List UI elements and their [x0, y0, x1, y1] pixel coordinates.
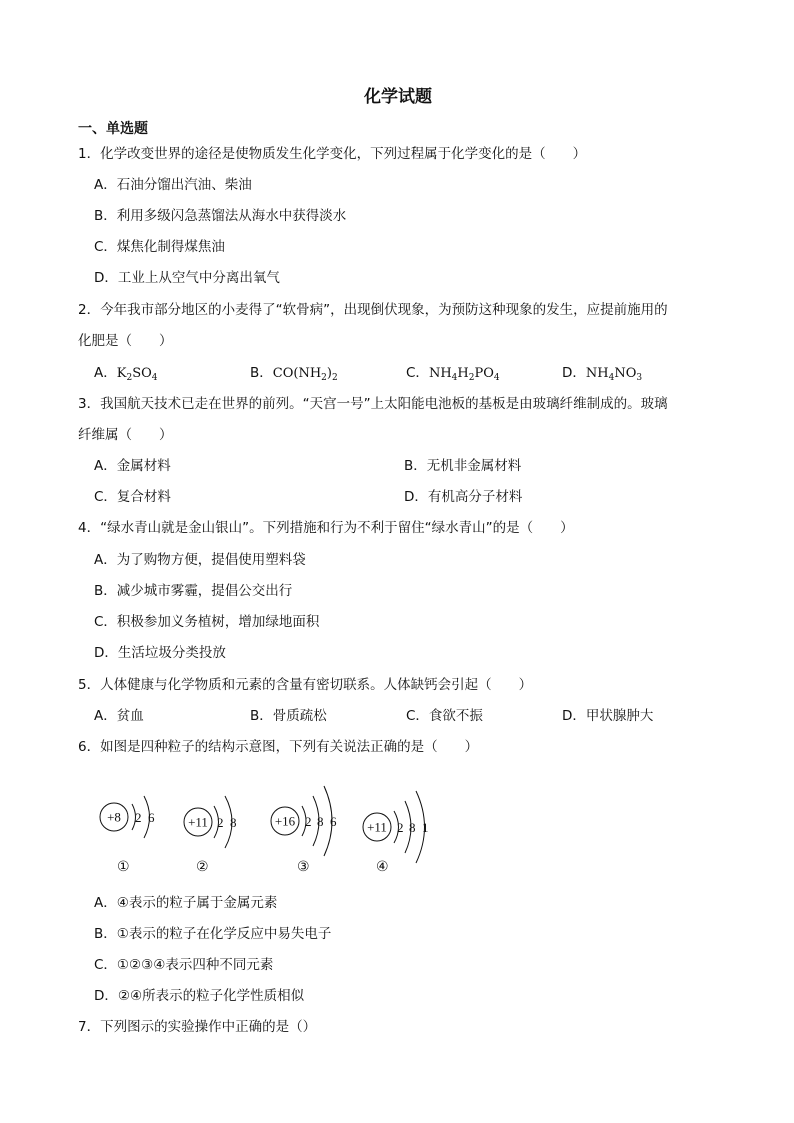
question-6-stem: 6．如图是四种粒子的结构示意图，下列有关说法正确的是（ ）: [78, 739, 479, 755]
q5-option-b: B．骨质疏松: [250, 708, 327, 724]
q6-option-d: D．②④所表示的粒子化学性质相似: [94, 988, 305, 1004]
atomic-structure-figure: [92, 770, 442, 880]
question-4-stem: 4．“绿水青山就是金山银山”。下列措施和行为不利于留住“绿水青山”的是（ ）: [78, 520, 574, 536]
question-1-stem: 1．化学改变世界的途径是使物质发生化学变化，下列过程属于化学变化的是（ ）: [78, 146, 587, 162]
q1-option-b: B．利用多级闪急蒸馏法从海水中获得淡水: [94, 208, 347, 224]
svg-text:8: 8: [317, 814, 324, 829]
svg-text:6: 6: [148, 810, 155, 825]
q6-option-a: A．④表示的粒子属于金属元素: [94, 895, 278, 911]
atom-4-diagram: [363, 791, 429, 863]
q5-option-d: D．甲状腺肿大: [562, 708, 654, 724]
q5-option-c: C．食欲不振: [406, 708, 483, 724]
svg-text:8: 8: [409, 820, 416, 835]
q3-option-a: A．金属材料: [94, 458, 171, 474]
svg-text:2: 2: [135, 810, 142, 825]
svg-text:2: 2: [217, 815, 224, 830]
q5-option-a: A．贫血: [94, 708, 144, 724]
atom-1-diagram: [100, 796, 155, 838]
svg-text:1: 1: [422, 820, 429, 835]
q1-option-a: A．石油分馏出汽油、柴油: [94, 177, 252, 193]
q2-option-d: D．$NH_4NO_3$: [562, 365, 643, 383]
svg-text:2: 2: [305, 814, 312, 829]
svg-text:8: 8: [230, 815, 237, 830]
svg-text:2: 2: [397, 820, 404, 835]
section-heading: 一、单选题: [78, 121, 148, 137]
q4-option-d: D．生活垃圾分类投放: [94, 645, 226, 661]
q3-option-d: D．有机高分子材料: [404, 489, 523, 505]
atom-3-label: ③: [297, 859, 310, 875]
question-5-stem: 5．人体健康与化学物质和元素的含量有密切联系。人体缺钙会引起（ ）: [78, 677, 533, 693]
svg-text:+11: +11: [367, 819, 387, 835]
q2-option-c: C．$NH_4H_2PO_4$: [406, 365, 500, 383]
q3-option-b: B．无机非金属材料: [404, 458, 522, 474]
q4-option-c: C．积极参加义务植树，增加绿地面积: [94, 614, 320, 630]
q2-option-b: B．$CO(NH_2)_2$: [250, 365, 338, 383]
q1-option-c: C．煤焦化制得煤焦油: [94, 239, 225, 255]
q1-option-d: D．工业上从空气中分离出氧气: [94, 270, 280, 286]
question-7-stem: 7．下列图示的实验操作中正确的是（）: [78, 1019, 317, 1035]
svg-text:+8: +8: [107, 809, 121, 825]
q4-option-a: A．为了购物方便，提倡使用塑料袋: [94, 552, 306, 568]
q6-option-c: C．①②③④表示四种不同元素: [94, 957, 274, 973]
question-2-stem-line1: 2．今年我市部分地区的小麦得了“软骨病”，出现倒伏现象，为预防这种现象的发生，应提前施用的: [78, 302, 668, 318]
q6-option-b: B．①表示的粒子在化学反应中易失电子: [94, 926, 332, 942]
page-title: 化学试题: [364, 87, 432, 107]
question-3-stem-line2: 纤维属（ ）: [78, 427, 173, 443]
svg-text:+11: +11: [188, 814, 208, 830]
svg-text:+16: +16: [274, 813, 296, 829]
question-3-stem-line1: 3．我国航天技术已走在世界的前列。“天宫一号”上太阳能电池板的基板是由玻璃纤维制成的。玻璃: [78, 396, 668, 412]
atom-4-label: ④: [376, 859, 389, 875]
svg-text:6: 6: [330, 814, 337, 829]
atom-1-label: ①: [117, 859, 130, 875]
q3-option-c: C．复合材料: [94, 489, 171, 505]
question-2-stem-line2: 化肥是（ ）: [78, 333, 173, 349]
atom-2-diagram: [184, 796, 237, 848]
q2-option-a: A．$K_2SO_4$: [94, 365, 158, 383]
atom-2-label: ②: [196, 859, 209, 875]
atom-3-diagram: [271, 786, 337, 856]
q4-option-b: B．减少城市雾霾，提倡公交出行: [94, 583, 293, 599]
